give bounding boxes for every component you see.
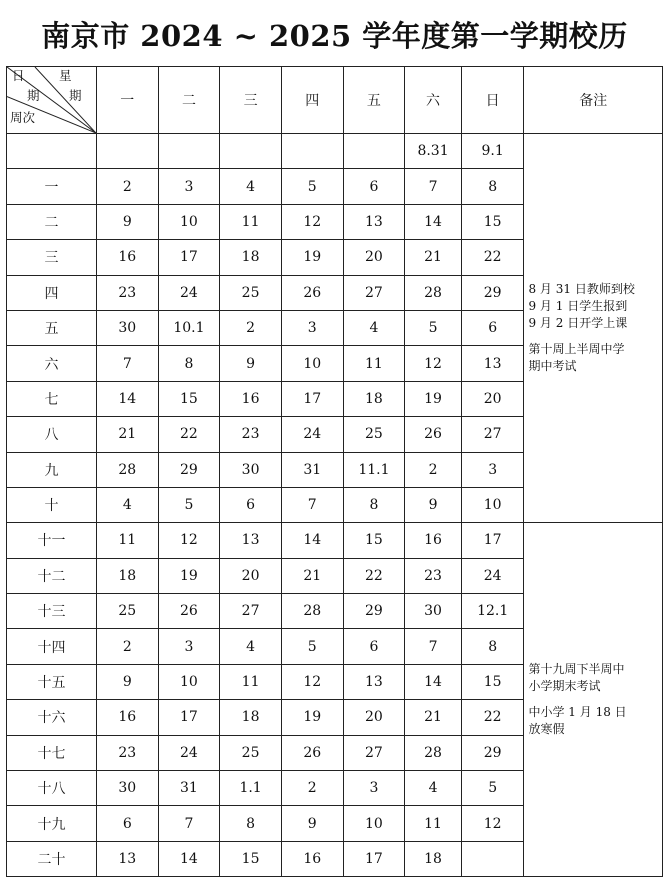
date-cell: 12 <box>158 523 220 558</box>
remark-line: 放寒假 <box>528 722 565 737</box>
weekday-header: 一 <box>96 67 158 134</box>
date-cell: 21 <box>405 240 462 275</box>
date-cell: 23 <box>96 275 158 310</box>
date-cell <box>220 134 282 169</box>
week-number-cell: 七 <box>7 381 97 416</box>
date-cell: 5 <box>281 169 343 204</box>
date-cell: 15 <box>220 841 282 876</box>
date-cell: 9 <box>96 664 158 699</box>
table-row <box>7 523 663 558</box>
date-cell: 13 <box>220 523 282 558</box>
date-cell <box>343 134 405 169</box>
date-cell <box>461 841 524 876</box>
date-cell: 25 <box>343 417 405 452</box>
date-cell: 7 <box>158 806 220 841</box>
calendar-table <box>6 66 663 877</box>
date-cell: 17 <box>281 381 343 416</box>
date-cell: 25 <box>220 275 282 310</box>
date-cell: 3 <box>461 452 524 487</box>
week-number-cell: 十四 <box>7 629 97 664</box>
remark-line: 9 月 2 日开学上课 <box>528 316 628 331</box>
date-cell: 28 <box>96 452 158 487</box>
date-cell: 16 <box>96 240 158 275</box>
date-cell: 15 <box>461 204 524 239</box>
week-number-cell <box>7 134 97 169</box>
date-cell: 4 <box>405 771 462 806</box>
date-cell: 18 <box>220 240 282 275</box>
date-cell: 2 <box>281 771 343 806</box>
date-cell: 23 <box>405 558 462 593</box>
date-cell: 25 <box>220 735 282 770</box>
remark-line: 第十周上半周中学 <box>528 342 625 357</box>
remark-cell <box>524 134 663 523</box>
date-cell: 9.1 <box>461 134 524 169</box>
date-cell: 31 <box>158 771 220 806</box>
date-cell: 26 <box>281 735 343 770</box>
date-cell: 11 <box>220 204 282 239</box>
date-cell: 9 <box>220 346 282 381</box>
date-cell: 20 <box>343 240 405 275</box>
date-cell: 21 <box>96 417 158 452</box>
week-number-cell: 九 <box>7 452 97 487</box>
weekday-header: 二 <box>158 67 220 134</box>
corner-star-label: 星 <box>59 68 72 83</box>
date-cell: 6 <box>343 169 405 204</box>
date-cell: 12 <box>281 204 343 239</box>
date-cell: 2 <box>96 169 158 204</box>
date-cell: 3 <box>158 629 220 664</box>
weekday-header: 五 <box>343 67 405 134</box>
date-cell: 12 <box>281 664 343 699</box>
date-cell: 11.1 <box>343 452 405 487</box>
date-cell: 10 <box>158 204 220 239</box>
remark-line: 期中考试 <box>528 359 577 374</box>
date-cell: 13 <box>96 841 158 876</box>
week-number-cell: 十九 <box>7 806 97 841</box>
date-cell: 21 <box>405 700 462 735</box>
date-cell: 9 <box>281 806 343 841</box>
date-cell: 2 <box>220 310 282 345</box>
date-cell: 6 <box>343 629 405 664</box>
page-title: 南京市 2024 ~ 2025 学年度第一学期校历 <box>41 19 628 53</box>
date-cell: 27 <box>343 275 405 310</box>
remark-line <box>528 695 659 704</box>
date-cell: 15 <box>158 381 220 416</box>
remark-line <box>528 332 659 341</box>
date-cell: 29 <box>461 275 524 310</box>
week-number-cell: 十一 <box>7 523 97 558</box>
week-number-cell: 二 <box>7 204 97 239</box>
date-cell: 16 <box>281 841 343 876</box>
date-cell: 18 <box>343 381 405 416</box>
weekday-header: 三 <box>220 67 282 134</box>
week-number-cell: 一 <box>7 169 97 204</box>
date-cell: 27 <box>461 417 524 452</box>
week-number-cell: 十二 <box>7 558 97 593</box>
date-cell: 16 <box>96 700 158 735</box>
date-cell: 30 <box>96 771 158 806</box>
date-cell: 25 <box>96 594 158 629</box>
date-cell: 6 <box>220 487 282 522</box>
date-cell: 6 <box>96 806 158 841</box>
remark-line: 小学期末考试 <box>528 679 601 694</box>
date-cell: 12 <box>405 346 462 381</box>
date-cell: 22 <box>343 558 405 593</box>
date-cell: 4 <box>96 487 158 522</box>
date-cell: 19 <box>158 558 220 593</box>
week-number-cell: 八 <box>7 417 97 452</box>
date-cell: 11 <box>343 346 405 381</box>
corner-header-cell <box>7 67 97 134</box>
date-cell: 14 <box>96 381 158 416</box>
weekday-header: 六 <box>405 67 462 134</box>
date-cell: 19 <box>281 240 343 275</box>
date-cell: 20 <box>343 700 405 735</box>
date-cell: 8 <box>461 629 524 664</box>
date-cell: 24 <box>461 558 524 593</box>
date-cell: 27 <box>220 594 282 629</box>
date-cell: 17 <box>158 240 220 275</box>
week-number-cell: 三 <box>7 240 97 275</box>
date-cell: 30 <box>405 594 462 629</box>
week-number-cell: 六 <box>7 346 97 381</box>
date-cell: 26 <box>405 417 462 452</box>
corner-qi-right-label: 期 <box>69 88 82 103</box>
date-cell: 16 <box>220 381 282 416</box>
date-cell: 13 <box>461 346 524 381</box>
date-cell: 19 <box>281 700 343 735</box>
date-cell: 4 <box>220 629 282 664</box>
date-cell: 20 <box>220 558 282 593</box>
date-cell: 26 <box>158 594 220 629</box>
date-cell: 13 <box>343 664 405 699</box>
date-cell: 16 <box>405 523 462 558</box>
date-cell: 8 <box>343 487 405 522</box>
date-cell: 8 <box>158 346 220 381</box>
date-cell: 24 <box>158 275 220 310</box>
date-cell: 29 <box>461 735 524 770</box>
date-cell: 12.1 <box>461 594 524 629</box>
date-cell: 8.31 <box>405 134 462 169</box>
header-row <box>7 67 663 134</box>
date-cell: 10 <box>343 806 405 841</box>
date-cell: 18 <box>220 700 282 735</box>
date-cell: 3 <box>158 169 220 204</box>
week-number-cell: 十七 <box>7 735 97 770</box>
date-cell: 3 <box>281 310 343 345</box>
date-cell: 18 <box>405 841 462 876</box>
date-cell: 12 <box>461 806 524 841</box>
corner-day-label: 日 <box>12 68 25 83</box>
date-cell: 15 <box>461 664 524 699</box>
date-cell: 1.1 <box>220 771 282 806</box>
date-cell: 10 <box>281 346 343 381</box>
calendar-body <box>7 134 663 877</box>
date-cell: 18 <box>96 558 158 593</box>
week-number-cell: 二十 <box>7 841 97 876</box>
date-cell <box>96 134 158 169</box>
date-cell: 11 <box>405 806 462 841</box>
date-cell: 31 <box>281 452 343 487</box>
date-cell <box>281 134 343 169</box>
date-cell: 2 <box>405 452 462 487</box>
week-number-cell: 五 <box>7 310 97 345</box>
date-cell: 28 <box>281 594 343 629</box>
corner-week-label: 周次 <box>10 110 36 125</box>
date-cell: 5 <box>158 487 220 522</box>
date-cell: 10 <box>158 664 220 699</box>
date-cell: 17 <box>158 700 220 735</box>
date-cell: 29 <box>343 594 405 629</box>
date-cell: 17 <box>343 841 405 876</box>
remark-line: 中小学 1 月 18 日 <box>528 705 627 720</box>
date-cell: 7 <box>405 169 462 204</box>
corner-qi-left-label: 期 <box>27 88 40 103</box>
remark-line: 9 月 1 日学生报到 <box>528 299 628 314</box>
date-cell: 5 <box>281 629 343 664</box>
date-cell: 19 <box>405 381 462 416</box>
date-cell: 28 <box>405 735 462 770</box>
date-cell <box>158 134 220 169</box>
remark-header: 备注 <box>524 67 663 134</box>
date-cell: 22 <box>461 240 524 275</box>
date-cell: 28 <box>405 275 462 310</box>
date-cell: 5 <box>461 771 524 806</box>
table-row <box>7 134 663 169</box>
date-cell: 11 <box>220 664 282 699</box>
date-cell: 8 <box>220 806 282 841</box>
date-cell: 14 <box>405 664 462 699</box>
week-number-cell: 十八 <box>7 771 97 806</box>
date-cell: 10 <box>461 487 524 522</box>
date-cell: 10.1 <box>158 310 220 345</box>
week-number-cell: 十 <box>7 487 97 522</box>
date-cell: 7 <box>96 346 158 381</box>
date-cell: 14 <box>281 523 343 558</box>
date-cell: 24 <box>281 417 343 452</box>
date-cell: 2 <box>96 629 158 664</box>
date-cell: 11 <box>96 523 158 558</box>
date-cell: 4 <box>343 310 405 345</box>
date-cell: 13 <box>343 204 405 239</box>
date-cell: 17 <box>461 523 524 558</box>
remark-cell <box>524 523 663 877</box>
date-cell: 27 <box>343 735 405 770</box>
date-cell: 23 <box>96 735 158 770</box>
week-number-cell: 十五 <box>7 664 97 699</box>
date-cell: 30 <box>220 452 282 487</box>
date-cell: 6 <box>461 310 524 345</box>
date-cell: 9 <box>405 487 462 522</box>
remark-line: 8 月 31 日教师到校 <box>528 282 635 297</box>
date-cell: 14 <box>405 204 462 239</box>
date-cell: 4 <box>220 169 282 204</box>
date-cell: 22 <box>158 417 220 452</box>
date-cell: 24 <box>158 735 220 770</box>
remark-line: 第十九周下半周中 <box>528 662 625 677</box>
date-cell: 26 <box>281 275 343 310</box>
date-cell: 23 <box>220 417 282 452</box>
date-cell: 5 <box>405 310 462 345</box>
date-cell: 20 <box>461 381 524 416</box>
date-cell: 21 <box>281 558 343 593</box>
week-number-cell: 十三 <box>7 594 97 629</box>
date-cell: 29 <box>158 452 220 487</box>
date-cell: 15 <box>343 523 405 558</box>
date-cell: 9 <box>96 204 158 239</box>
weekday-header: 四 <box>281 67 343 134</box>
date-cell: 30 <box>96 310 158 345</box>
date-cell: 14 <box>158 841 220 876</box>
date-cell: 7 <box>281 487 343 522</box>
weekday-header: 日 <box>461 67 524 134</box>
week-number-cell: 十六 <box>7 700 97 735</box>
date-cell: 7 <box>405 629 462 664</box>
week-number-cell: 四 <box>7 275 97 310</box>
date-cell: 3 <box>343 771 405 806</box>
date-cell: 8 <box>461 169 524 204</box>
date-cell: 22 <box>461 700 524 735</box>
